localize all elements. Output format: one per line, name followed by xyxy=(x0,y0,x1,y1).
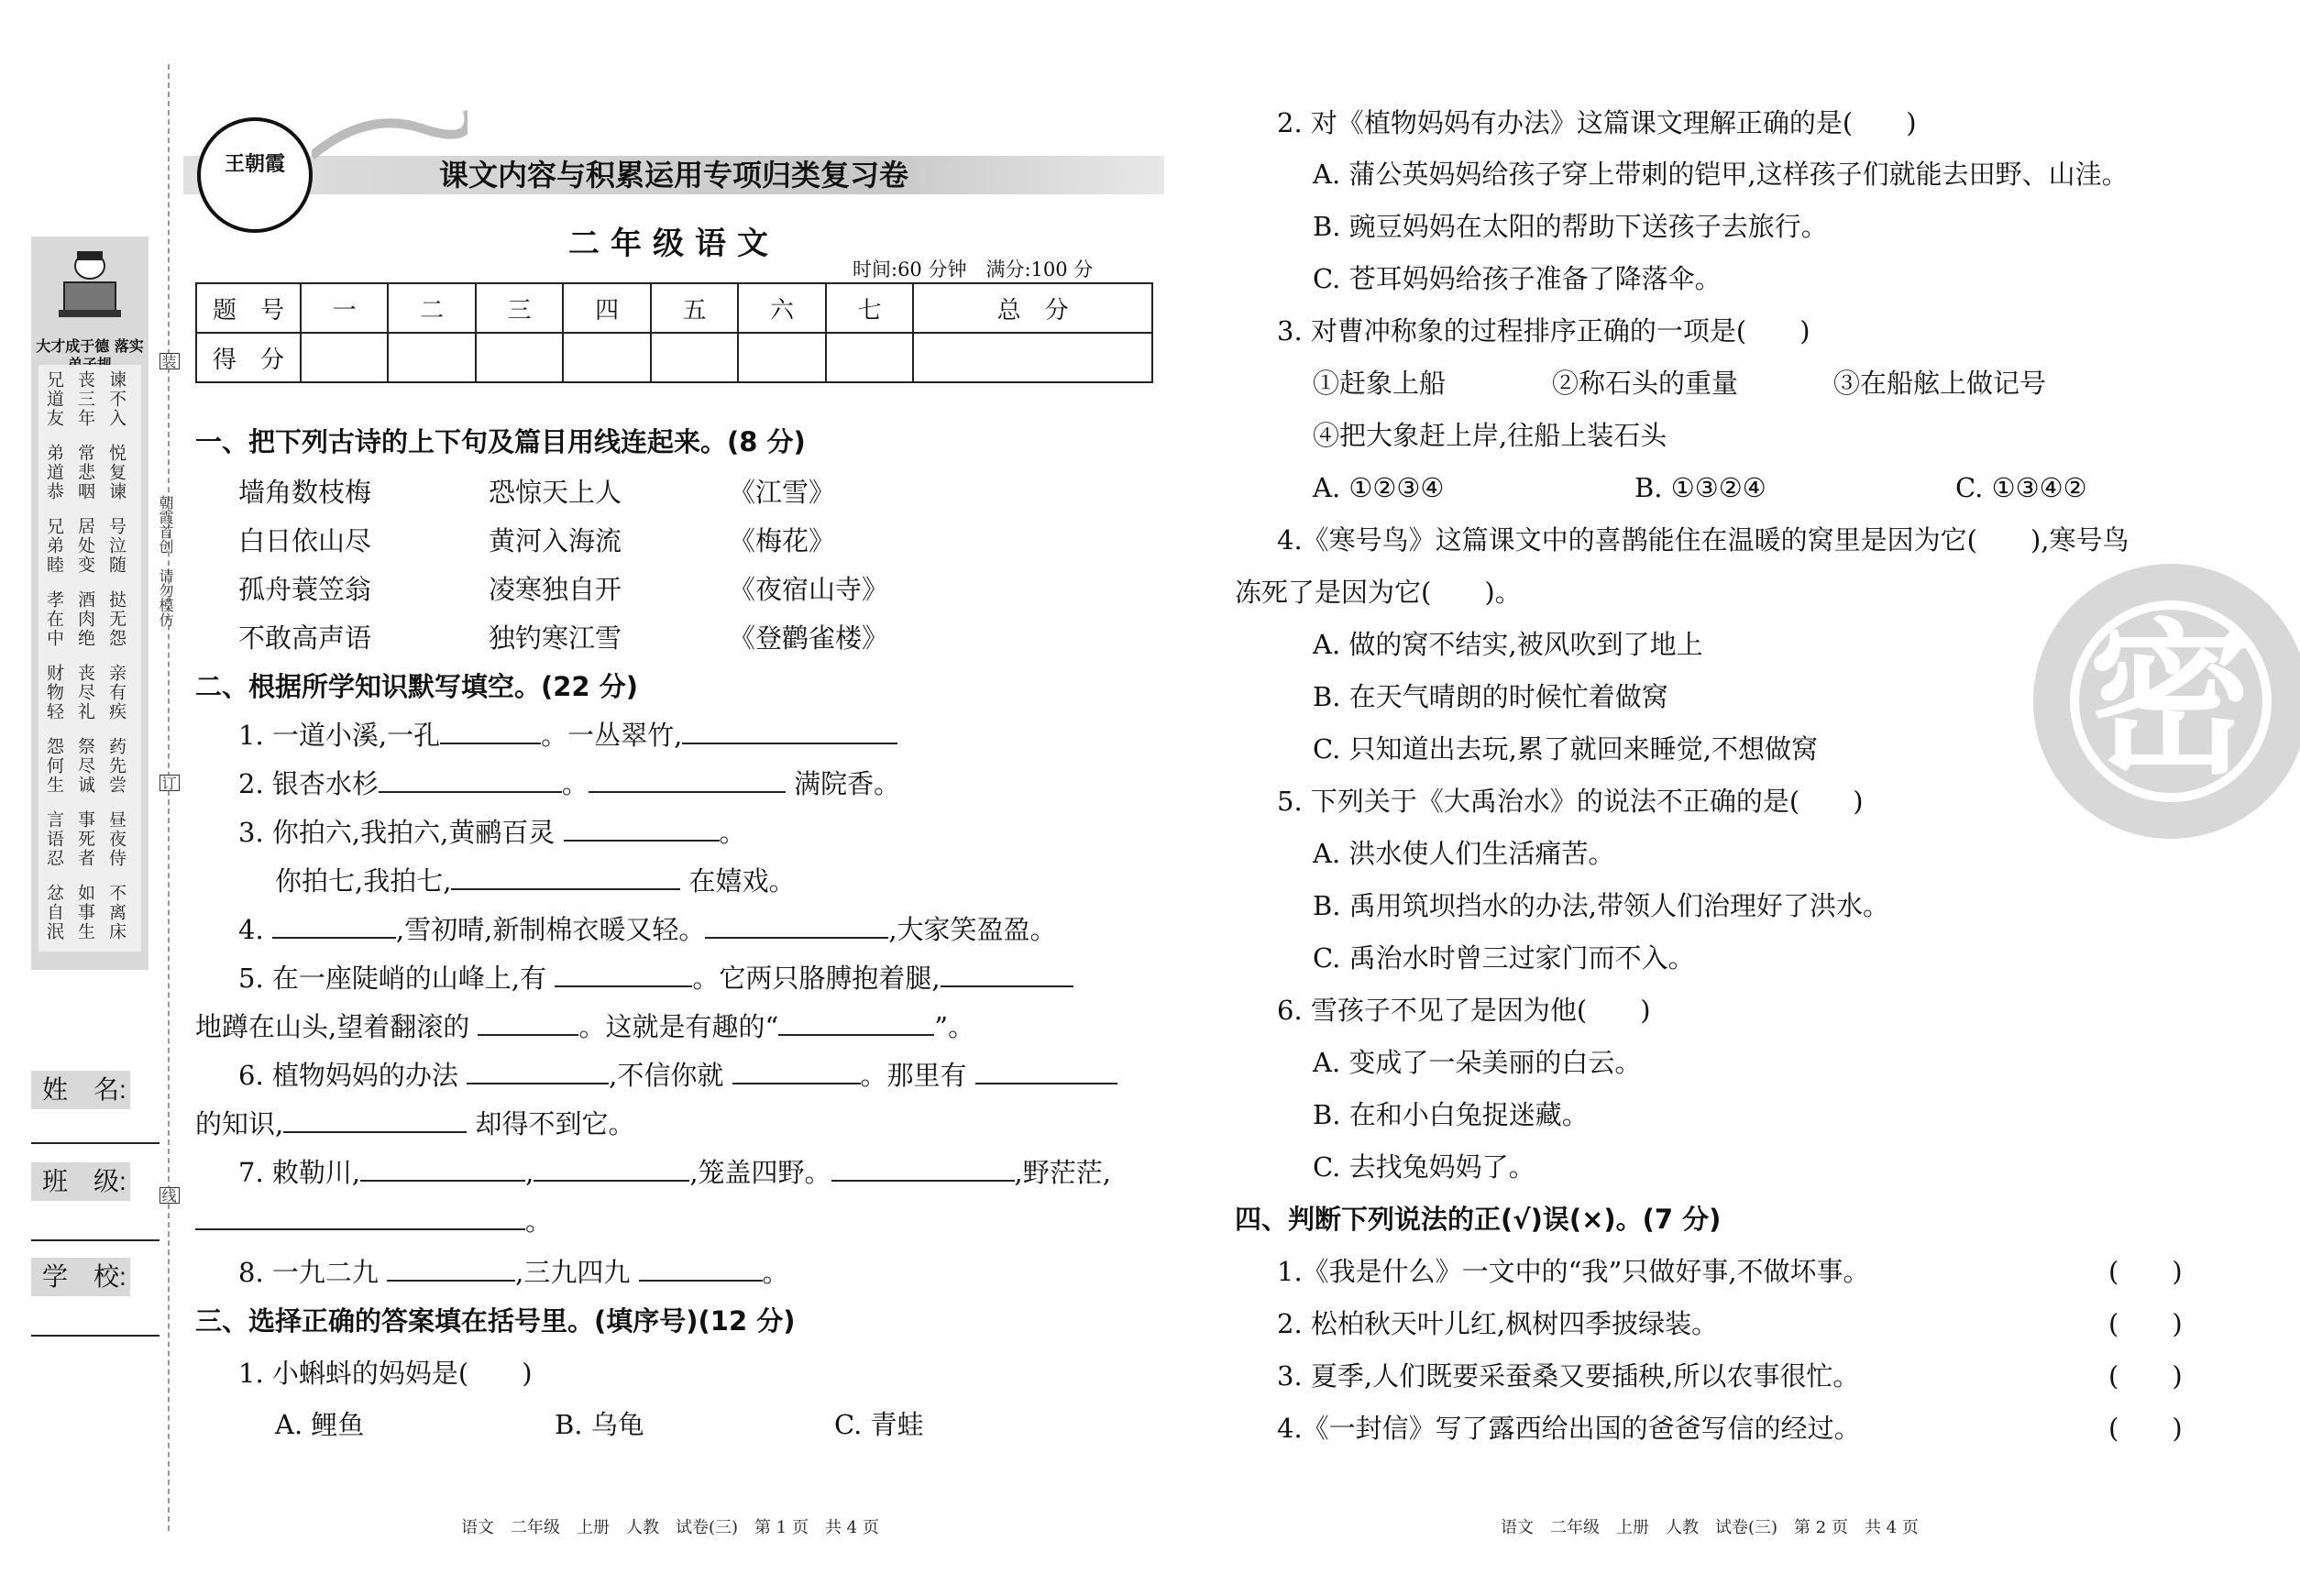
fill-question-8 xyxy=(238,1256,789,1289)
rules-column: 弟道恭 xyxy=(44,444,64,501)
answer-blank[interactable] xyxy=(564,818,720,842)
answer-blank[interactable] xyxy=(283,1109,467,1133)
answer-blank[interactable] xyxy=(478,1012,578,1036)
name-label: 姓 名: xyxy=(31,1071,130,1109)
score-header-cell: 总 分 xyxy=(913,283,1152,333)
fill-question-4 xyxy=(238,913,1057,946)
q-text: 。那里有 xyxy=(860,1060,967,1091)
q-text: ,三九四九 xyxy=(515,1257,631,1288)
score-cell[interactable] xyxy=(738,333,825,382)
choice-question-2: 2. 对《植物妈妈有办法》这篇课文理解正确的是( ) xyxy=(1277,107,1917,138)
judge-item: 1.《我是什么》一文中的“我”只做好事,不做坏事。 xyxy=(1277,1256,1870,1287)
binding-mark-xian: 线 xyxy=(160,1187,180,1204)
sequence-step: ④把大象赶上岸,往船上装石头 xyxy=(1313,420,1667,451)
rules-column: 挞无怨 xyxy=(106,590,127,648)
fill-question-6 xyxy=(238,1059,1117,1092)
fill-question-5 xyxy=(238,962,1073,995)
choice-option[interactable]: B. 禹用筑坝挡水的办法,带领人们治理好了洪水。 xyxy=(1313,890,1889,921)
rules-column: 不离床 xyxy=(106,884,127,941)
score-row-label: 得 分 xyxy=(196,333,301,382)
poem-line[interactable]: 不敢高声语 xyxy=(238,622,372,654)
rules-column: 悦复谏 xyxy=(106,444,127,501)
rules-column: 孝在中 xyxy=(44,590,64,648)
time-info: 时间:60 分钟 满分:100 分 xyxy=(853,259,1094,281)
q-text: ”。 xyxy=(934,1011,975,1042)
confidential-watermark-text: 密 xyxy=(2087,605,2253,797)
rules-column: 常悲咽 xyxy=(75,444,95,501)
q-text: 1. 一道小溪,一孔 xyxy=(238,720,441,751)
binding-line xyxy=(168,64,170,1531)
score-header-cell: 三 xyxy=(476,283,563,333)
poem-title[interactable]: 《江雪》 xyxy=(729,477,836,508)
poem-title[interactable]: 《夜宿山寺》 xyxy=(729,574,889,605)
rules-column: 祭尽诚 xyxy=(75,737,95,795)
q-text: 5. 在一座陡峭的山峰上,有 xyxy=(238,963,547,994)
answer-blank[interactable] xyxy=(360,1158,525,1182)
score-cell[interactable] xyxy=(913,333,1152,382)
q-text: 4. xyxy=(238,914,264,945)
q-text: 满院香。 xyxy=(794,768,901,799)
q-text: 。这就是有趣的“ xyxy=(578,1011,779,1042)
name-field[interactable] xyxy=(31,1142,160,1144)
scholar-illustration xyxy=(55,246,125,330)
choice-question-5: 5. 下列关于《大禹治水》的说法不正确的是( ) xyxy=(1277,786,1864,817)
brand-logo-text: 王朝霞 xyxy=(224,152,285,176)
rules-column: 忿自泯 xyxy=(44,884,64,941)
class-label: 班 级: xyxy=(31,1162,130,1201)
binding-text: 朝霞首创 xyxy=(157,495,174,554)
q-text: 地蹲在山头,望着翻滚的 xyxy=(195,1011,470,1042)
q-text: ,野茫茫, xyxy=(1014,1157,1111,1188)
answer-blank[interactable] xyxy=(589,769,786,793)
answer-blank[interactable] xyxy=(639,1258,763,1282)
q-text: ,大家笑盈盈。 xyxy=(888,914,1057,945)
q-text: 。一丛翠竹, xyxy=(541,720,683,751)
rules-column: 酒肉绝 xyxy=(75,590,95,648)
score-cell[interactable] xyxy=(826,333,913,382)
school-field[interactable] xyxy=(31,1335,160,1337)
rules-column: 居处变 xyxy=(75,517,95,575)
answer-blank[interactable] xyxy=(732,1061,861,1084)
rules-column: 财物轻 xyxy=(44,664,64,721)
q-text: 你拍七,我拍七, xyxy=(275,865,452,897)
judge-answer-bracket[interactable]: ( ) xyxy=(2108,1256,2183,1287)
judge-item: 2. 松柏秋天叶儿红,枫树四季披绿装。 xyxy=(1277,1308,1719,1339)
poem-line[interactable]: 孤舟蓑笠翁 xyxy=(238,574,372,605)
answer-blank[interactable] xyxy=(975,1061,1117,1084)
score-cell[interactable] xyxy=(651,333,738,382)
rules-column: 亲有疾 xyxy=(106,664,127,721)
answer-blank[interactable] xyxy=(941,963,1073,987)
score-cell[interactable] xyxy=(388,333,475,382)
q-text: 。 xyxy=(762,1257,789,1288)
q-text: 。它两只胳膊抱着腿, xyxy=(692,963,941,994)
choice-option[interactable]: A. 变成了一朵美丽的白云。 xyxy=(1313,1047,1642,1078)
poem-line[interactable]: 墙角数枝梅 xyxy=(238,477,372,508)
rules-column: 事死者 xyxy=(75,810,95,868)
binding-mark-zhuang: 装 xyxy=(160,353,180,369)
q-text: ,不信你就 xyxy=(609,1060,724,1091)
subject-title: 二年级语文 xyxy=(568,226,779,262)
answer-blank[interactable] xyxy=(387,1258,515,1282)
q-text: ,笼盖四野。 xyxy=(689,1157,831,1188)
school-label: 学 校: xyxy=(31,1258,130,1296)
q-text: 6. 植物妈妈的办法 xyxy=(238,1060,458,1091)
choice-option[interactable]: C. 禹治水时曾三过家门而不入。 xyxy=(1313,942,1695,974)
binding-mark-ding: 订 xyxy=(160,775,180,791)
choice-question-4b: 冻死了是因为它( )。 xyxy=(1235,577,1522,608)
rules-column: 兄道友 xyxy=(44,370,64,428)
q-text: 7. 敕勒川, xyxy=(238,1157,361,1188)
q-text: 。 xyxy=(525,1205,553,1237)
score-cell[interactable] xyxy=(563,333,650,382)
rules-column: 如事生 xyxy=(75,884,95,941)
poem-line[interactable]: 白日依山尽 xyxy=(238,525,372,556)
choice-option[interactable]: B. ①③②④ xyxy=(1634,472,1766,503)
score-cell[interactable] xyxy=(301,333,388,382)
score-table xyxy=(195,282,1153,383)
score-header-cell: 题 号 xyxy=(196,283,301,333)
choice-option[interactable]: C. 青蛙 xyxy=(834,1409,924,1440)
answer-blank[interactable] xyxy=(195,1206,525,1230)
q-text: ,雪初晴,新制棉衣暖又轻。 xyxy=(395,914,706,945)
fill-question-3b xyxy=(275,864,796,897)
score-value-row xyxy=(196,333,1152,382)
poem-title[interactable]: 《梅花》 xyxy=(729,525,836,556)
choice-option[interactable]: C. ①③④② xyxy=(1955,472,2087,503)
fill-question-1 xyxy=(238,719,897,752)
score-cell[interactable] xyxy=(476,333,563,382)
answer-blank[interactable] xyxy=(272,915,396,939)
judge-item: 3. 夏季,人们既要采蚕桑又要插秧,所以农事很忙。 xyxy=(1277,1360,1860,1392)
sequence-step: ①赶象上船 xyxy=(1313,368,1447,399)
choice-option[interactable]: A. 鲤鱼 xyxy=(275,1409,365,1440)
poem-title[interactable]: 《登鹳雀楼》 xyxy=(729,622,889,654)
answer-blank[interactable] xyxy=(440,721,541,744)
rules-column: 丧三年 xyxy=(75,370,95,428)
score-header-cell: 一 xyxy=(301,283,388,333)
q-text: 在嬉戏。 xyxy=(688,865,796,897)
choice-option[interactable]: A. 蒲公英妈妈给孩子穿上带刺的铠甲,这样孩子们就能去田野、山洼。 xyxy=(1313,159,2129,190)
judge-answer-bracket[interactable]: ( ) xyxy=(2108,1308,2183,1339)
q-text: 的知识, xyxy=(195,1108,284,1139)
choice-option[interactable]: C. 只知道出去玩,累了就回来睡觉,不想做窝 xyxy=(1313,733,1819,765)
answer-blank[interactable] xyxy=(555,963,692,987)
poem-line[interactable]: 独钓寒江雪 xyxy=(489,622,622,654)
judge-item: 4.《一封信》写了露西给出国的爸爸写信的经过。 xyxy=(1277,1413,1861,1444)
choice-option[interactable]: B. 乌龟 xyxy=(555,1409,644,1440)
answer-blank[interactable] xyxy=(534,1158,689,1182)
choice-question-1: 1. 小蝌蚪的妈妈是( ) xyxy=(238,1358,533,1389)
score-header-cell: 二 xyxy=(388,283,475,333)
fill-question-7 xyxy=(238,1156,1111,1189)
q-text: 却得不到它。 xyxy=(475,1108,635,1139)
choice-option[interactable]: A. 做的窝不结实,被风吹到了地上 xyxy=(1313,629,1703,660)
answer-blank[interactable] xyxy=(831,1158,1015,1182)
answer-blank[interactable] xyxy=(778,1012,934,1036)
answer-blank[interactable] xyxy=(705,915,888,939)
rules-column: 丧尽礼 xyxy=(75,664,95,721)
choice-option[interactable]: B. 豌豆妈妈在太阳的帮助下送孩子去旅行。 xyxy=(1313,211,1828,242)
score-header-cell: 四 xyxy=(563,283,650,333)
section-2-title: 二、根据所学知识默写填空。(22 分) xyxy=(195,671,638,702)
score-header-cell: 五 xyxy=(651,283,738,333)
judge-answer-bracket[interactable]: ( ) xyxy=(2108,1360,2183,1392)
choice-question-6: 6. 雪孩子不见了是因为他( ) xyxy=(1277,995,1651,1026)
class-field[interactable] xyxy=(31,1239,160,1241)
poem-line[interactable]: 恐惊天上人 xyxy=(489,477,622,508)
q-text: 2. 银杏水杉 xyxy=(238,768,379,799)
answer-blank[interactable] xyxy=(379,769,562,793)
fill-question-5b xyxy=(195,1010,974,1043)
rules-column: 言语忍 xyxy=(44,810,64,868)
fill-question-7b xyxy=(195,1205,552,1238)
section-4-title: 四、判断下列说法的正(√)误(×)。(7 分) xyxy=(1235,1204,1722,1235)
rules-title: 大才成于德 落实 xyxy=(36,337,144,355)
answer-blank[interactable] xyxy=(682,721,897,744)
sequence-step: ②称石头的重量 xyxy=(1552,368,1739,399)
page-footer-right: 语文 二年级 上册 人教 试卷(三) 第 2 页 共 4 页 xyxy=(1501,1518,1919,1537)
score-header-cell: 七 xyxy=(826,283,913,333)
poem-line[interactable]: 黄河入海流 xyxy=(489,525,622,556)
score-header-cell: 六 xyxy=(738,283,825,333)
q-text: 8. 一九二九 xyxy=(238,1257,379,1288)
choice-option[interactable]: A. ①②③④ xyxy=(1313,472,1445,503)
rules-column: 药先尝 xyxy=(106,737,127,795)
answer-blank[interactable] xyxy=(467,1061,609,1084)
choice-option[interactable]: B. 在和小白兔捉迷藏。 xyxy=(1313,1099,1589,1130)
choice-option[interactable]: A. 洪水使人们生活痛苦。 xyxy=(1313,838,1615,869)
choice-option[interactable]: C. 去找兔妈妈了。 xyxy=(1313,1151,1535,1183)
fill-question-3 xyxy=(238,816,746,849)
section-1-title: 一、把下列古诗的上下句及篇目用线连起来。(8 分) xyxy=(195,426,806,457)
q-text: 。 xyxy=(561,768,589,799)
rules-column: 号泣随 xyxy=(106,517,127,575)
exam-title: 课文内容与积累运用专项归类复习卷 xyxy=(438,158,908,193)
rules-column: 谏不入 xyxy=(106,370,127,428)
choice-question-3: 3. 对曹冲称象的过程排序正确的一项是( ) xyxy=(1277,315,1810,347)
section-3-title: 三、选择正确的答案填在括号里。(填序号)(12 分) xyxy=(195,1305,796,1337)
rules-column: 昼夜侍 xyxy=(106,810,127,868)
page-footer-left: 语文 二年级 上册 人教 试卷(三) 第 1 页 共 4 页 xyxy=(461,1518,879,1537)
fill-question-6b xyxy=(195,1107,634,1140)
sequence-step: ③在船舷上做记号 xyxy=(1833,368,2047,399)
choice-question-4: 4.《寒号鸟》这篇课文中的喜鹊能住在温暖的窝里是因为它( ),寒号鸟 xyxy=(1277,524,2129,556)
rules-column: 怨何生 xyxy=(44,737,64,795)
rules-column: 兄弟睦 xyxy=(44,517,64,575)
binding-text: 请勿模仿 xyxy=(157,568,174,627)
q-text: 。 xyxy=(719,817,746,848)
fill-question-2 xyxy=(238,767,900,800)
judge-answer-bracket[interactable]: ( ) xyxy=(2108,1413,2183,1444)
answer-blank[interactable] xyxy=(451,866,680,890)
q-text: , xyxy=(525,1157,534,1188)
choice-option[interactable]: B. 在天气晴朗的时候忙着做窝 xyxy=(1313,681,1668,712)
choice-option[interactable]: C. 苍耳妈妈给孩子准备了降落伞。 xyxy=(1313,263,1722,294)
poem-line[interactable]: 凌寒独自开 xyxy=(489,574,622,605)
score-header-row xyxy=(196,283,1152,333)
q-text: 3. 你拍六,我拍六,黄鹂百灵 xyxy=(238,817,556,848)
